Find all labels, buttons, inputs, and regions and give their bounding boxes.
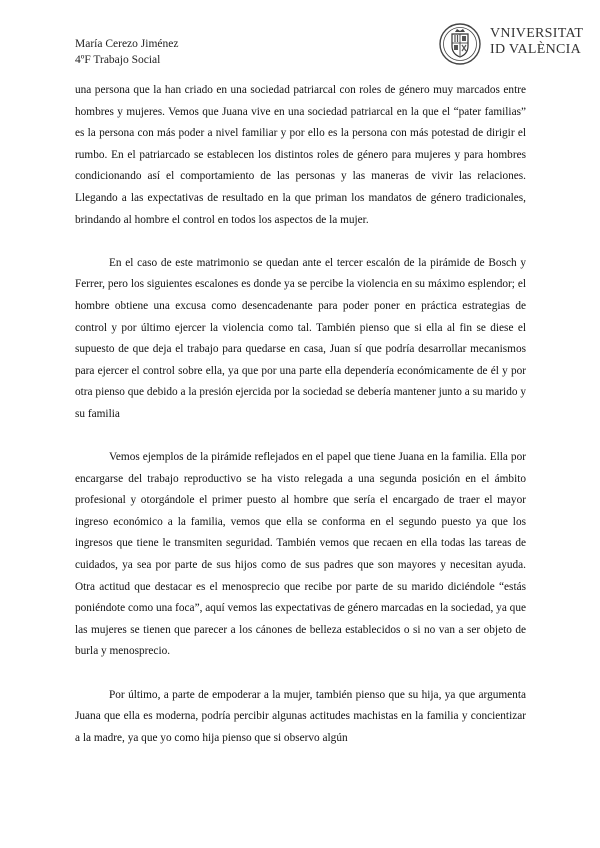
essay-body (75, 80, 526, 771)
university-wordmark (490, 26, 583, 58)
paragraph-2: En el caso de este matrimonio se quedan ante el tercer escalón de la pirámide de Bosch y Ferrer, pero los siguientes escalones es donde ya se percibe la violencia en su máximo esplendor; el hombre obtiene una excusa como desencadenante para poder poner en práctica estrategias de control y por último ejercer la violencia como tal. También pienso que si ella al fin se diese el supuesto de que deja el trabajo para quedarse en casa, Juan sí que podría desarrollar mecanismos para ejercer el control sobre ella, ya que por una parte ella dependería económicamente de él y por otra pienso que debido a la presión ejercida por la sociedad se debería mantener junto a su marido y su familia (75, 256, 526, 420)
university-logo (438, 22, 584, 66)
paragraph-1: una persona que la han criado en una sociedad patriarcal con roles de género muy marcados entre hombres y mujeres. Vemos que Juana vive en una sociedad patriarcal en la que el “pater familias” es la persona con más poder a nivel familiar y por ello es la persona con más potestad de dirigir el rumbo. En el patriarcado se establecen los distintos roles de género para mujeres y para hombres condicionando así el comportamiento de las personas y las maneras de vivir las relaciones. Llegando a las expectativas de resultado en la que priman los mandatos de género tradicionales, brindando al hombre el control en todos los aspectos de la mujer. (75, 84, 526, 226)
paragraph-3: Vemos ejemplos de la pirámide reflejados en el papel que tiene Juana en la familia. Ella por encargarse del trabajo reproductivo se ha visto relegada a una segunda posición en el ámbito profesional y otorgándole el primer puesto al hombre que sería el encargado de traer el mayor ingreso económico a la familia, vemos que ella se conforma en el segundo puesto ya que los ingresos que tiene le transmiten seguridad. También vemos que recaen en ella todas las tareas de cuidados, ya sea por parte de sus hijos como de sus padres que son mayores y necesitan ayuda. Otra actitud que destacar es el menosprecio que recibe por parte de su marido diciéndole “estás poniéndote como una foca”, aquí vemos las expectativas de género marcadas en la sociedad, ya que las mujeres se tienen que parecer a los cánones de belleza establecidos o si no van a ser objeto de burla y menosprecio. (75, 451, 526, 658)
page-header (75, 36, 178, 68)
wordmark-line-1: VNIVERSITAT (490, 26, 584, 41)
wordmark-line-2: ID VALÈNCIA (490, 42, 582, 57)
university-crest-icon (438, 22, 484, 66)
course-label: 4ºF Trabajo Social (75, 54, 161, 66)
author-name: María Cerezo Jiménez (75, 38, 179, 50)
paragraph-4: Por último, a parte de empoderar a la mujer, también pienso que su hija, ya que argumenta Juana que ella es moderna, podría percibir algunas actitudes machistas en la familia y concientizar a la madre, ya que yo como hija pienso que si observo algún (75, 688, 526, 744)
